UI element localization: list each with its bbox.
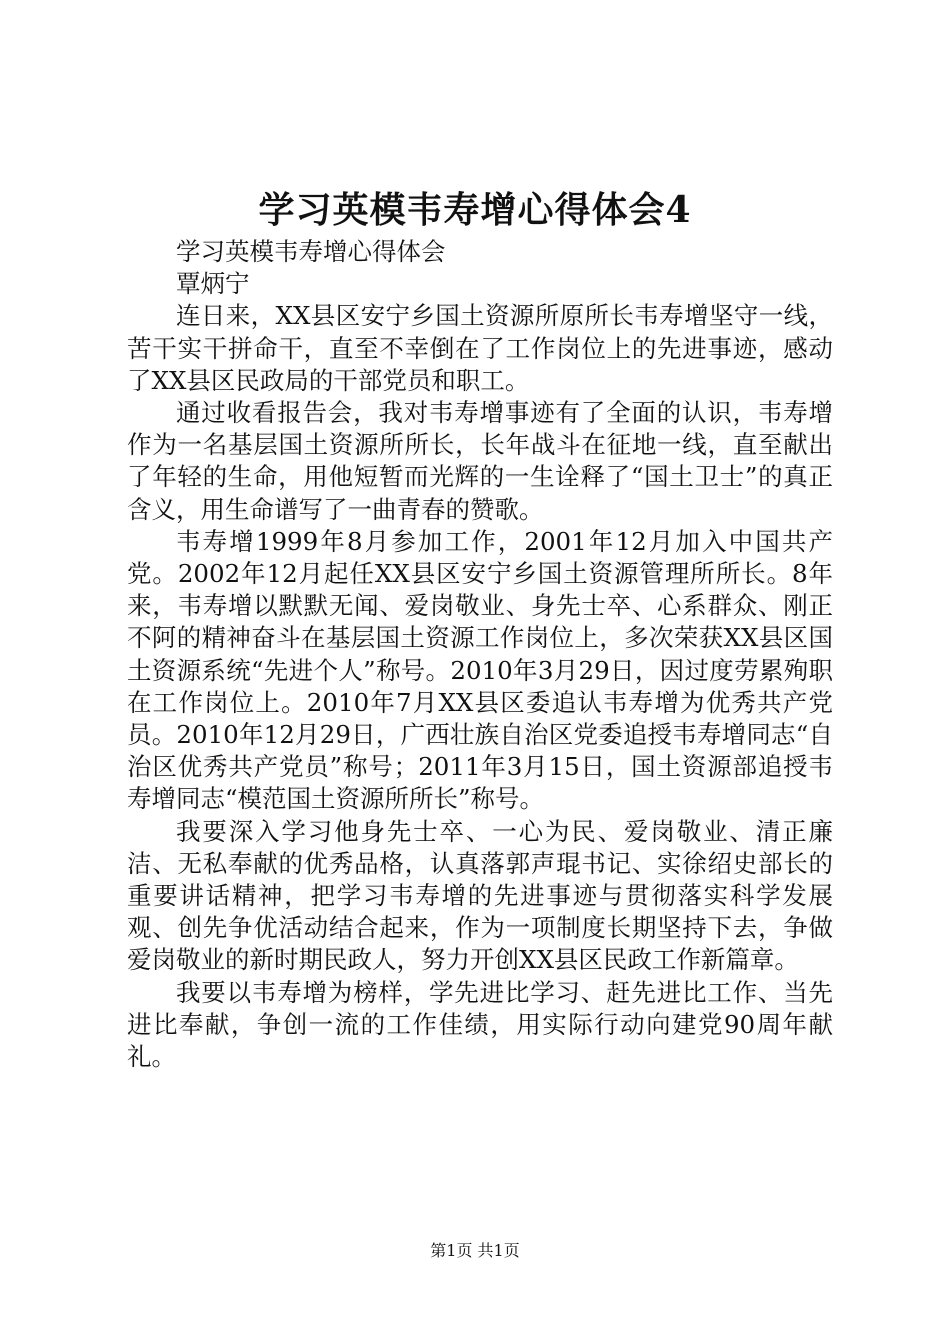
- body-paragraph: 我要以韦寿增为榜样，学先进比学习、赶先进比工作、当先进比奉献，争创一流的工作佳绩，用实际行动向建党90周年献礼。: [127, 977, 833, 1072]
- document-title: 学习英模韦寿增心得体会4: [258, 189, 692, 231]
- page-footer: 第1页 共1页: [430, 1241, 520, 1260]
- subtitle-paragraph: 学习英模韦寿增心得体会: [176, 237, 446, 266]
- body-paragraph: 连日来，XX县区安宁乡国土资源所原所长韦寿增坚守一线，苦干实干拼命干，直至不幸倒在了工作岗位上的先进事迹，感动了XX县区民政局的干部党员和职工。: [127, 301, 833, 395]
- body-paragraph: 韦寿增1999年8月参加工作，2001年12月加入中国共产党。2002年12月起任XX县区安宁乡国土资源管理所所长。8年来，韦寿增以默默无闻、爱岗敬业、身先士卒、心系群众、刚正不阿的精神奋斗在基层国土资源工作岗位上，多次荣获XX县区国土资源系统“先进个人”称号。2010年3月29日，因过度劳累殉职在工作岗位上。2010年7月XX县区委追认韦寿增为优秀共产党员。2010年12月29日，广西壮族自治区党委追授韦寿增同志“自治区优秀共产党员”称号；2011年3月15日，国土资源部追授韦寿增同志“模范国土资源所所长”称号。: [127, 526, 833, 814]
- body-paragraph: 通过收看报告会，我对韦寿增事迹有了全面的认识，韦寿增作为一名基层国土资源所所长，长年战斗在征地一线，直至献出了年轻的生命，用他短暂而光辉的一生诠释了“国土卫士”的真正含义，用生命谱写了一曲青春的赞歌。: [127, 398, 833, 524]
- author-paragraph: 覃炳宁: [176, 269, 250, 299]
- document-body: [127, 236, 833, 1073]
- body-paragraph: 我要深入学习他身先士卒、一心为民、爱岗敬业、清正廉洁、无私奉献的优秀品格，认真落郭声琨书记、实徐绍史部长的重要讲话精神，把学习韦寿增的先进事迹与贯彻落实科学发展观、创先争优活动结合起来，作为一项制度长期坚持下去，争做爱岗敬业的新时期民政人，努力开创XX县区民政工作新篇章。: [127, 816, 833, 975]
